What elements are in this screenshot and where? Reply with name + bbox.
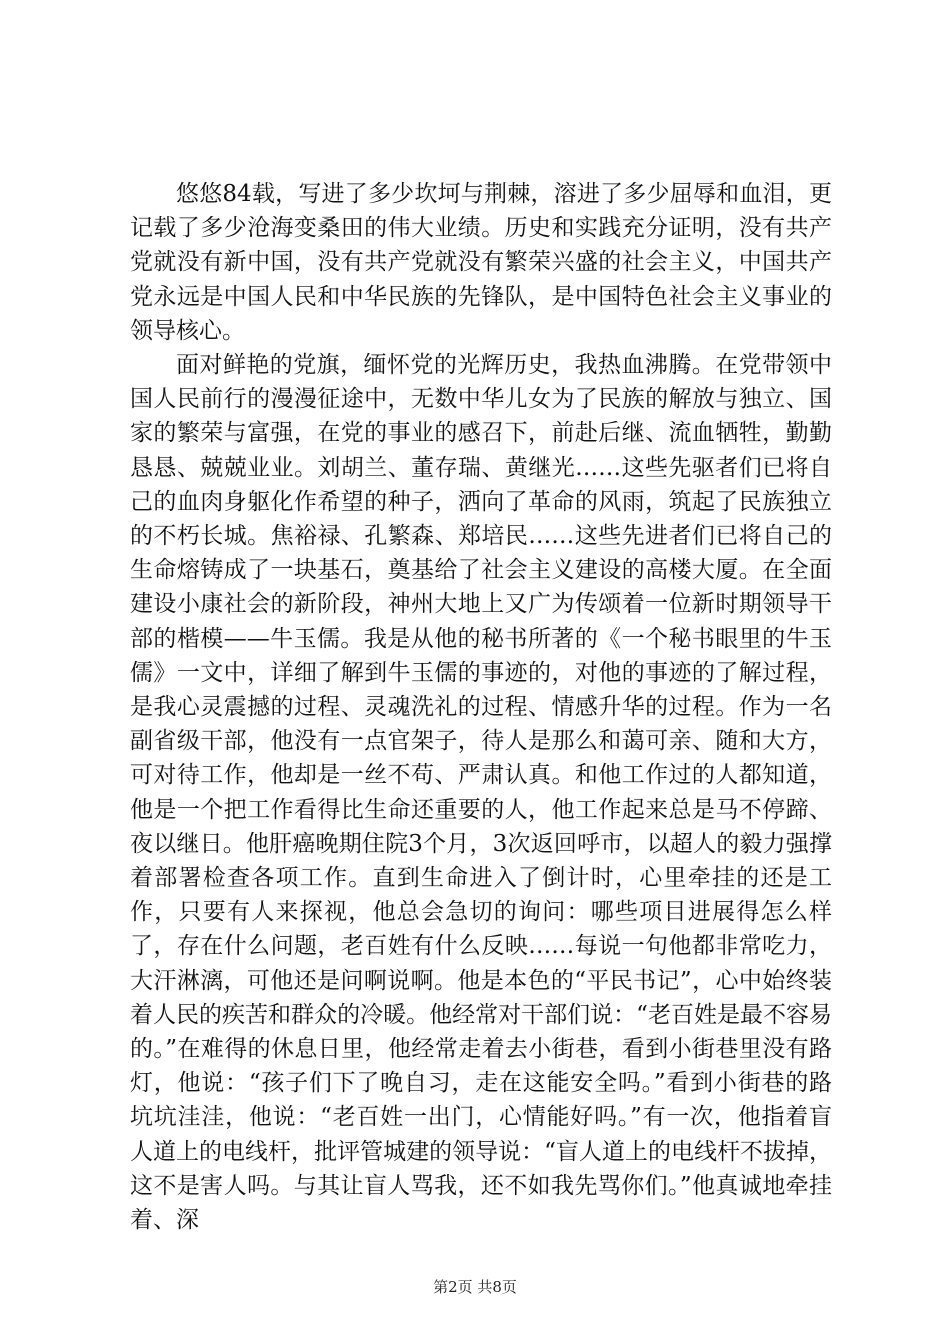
paragraph: 悠悠84载，写进了多少坎坷与荆棘，溶进了多少屈辱和血泪，更记载了多少沧海变桑田的伟大业绩。历史和实践充分证明，没有共产党就没有新中国，没有共产党就没有繁荣兴盛的社会主义，中国共产党永远是中国人民和中华民族的先锋队，是中国特色社会主义事业的领导核心。	[130, 181, 832, 344]
paragraph: 面对鲜艳的党旗，缅怀党的光辉历史，我热血沸腾。在党带领中国人民前行的漫漫征途中，无数中华儿女为了民族的解放与独立、国家的繁荣与富强，在党的事业的感召下，前赴后继、流血牺牲，勤勤恳恳、兢兢业业。刘胡兰、董存瑞、黄继光……这些先驱者们已将自己的血肉身躯化作希望的种子，洒向了革命的风雨，筑起了民族独立的不朽长城。焦裕禄、孔繁森、郑培民……这些先进者们已将自己的生命熔铸成了一块基石，奠基给了社会主义建设的高楼大厦。在全面建设小康社会的新阶段，神州大地上又广为传颂着一位新时期领导干部的楷模——牛玉儒。我是从他的秘书所著的《一个秘书眼里的牛玉儒》一文中，详细了解到牛玉儒的事迹的，对他的事迹的了解过程，是我心灵震撼的过程、灵魂洗礼的过程、情感升华的过程。作为一名副省级干部，他没有一点官架子，待人是那么和蔼可亲、随和大方，可对待工作，他却是一丝不苟、严肃认真。和他工作过的人都知道，他是一个把工作看得比生命还重要的人，他工作起来总是马不停蹄、夜以继日。他肝癌晚期住院3个月，3次返回呼市，以超人的毅力强撑着部署检查各项工作。直到生命进入了倒计时，心里牵挂的还是工作，只要有人来探视，他总会急切的询问：哪些项目进展得怎么样了，存在什么问题，老百姓有什么反映……每说一句他都非常吃力，大汗淋漓，可他还是问啊说啊。他是本色的“平民书记”，心中始终装着人民的疾苦和群众的冷暖。他经常对干部们说：“老百姓是最不容易的。”在难得的休息日里，他经常走着去小街巷，看到小街巷里没有路灯，他说：“孩子们下了晚自习，走在这能安全吗。”看到小街巷的路坑坑洼洼，他说：“老百姓一出门，心情能好吗。”有一次，他指着盲人道上的电线杆，批评管城建的领导说：“盲人道上的电线杆不拔掉，这不是害人吗。与其让盲人骂我，还不如我先骂你们。”他真诚地牵挂着、深	[130, 352, 832, 1234]
page-footer	[0, 1277, 950, 1297]
page-number-label: 第2页 共8页	[433, 1278, 517, 1296]
document-body	[130, 177, 832, 1237]
